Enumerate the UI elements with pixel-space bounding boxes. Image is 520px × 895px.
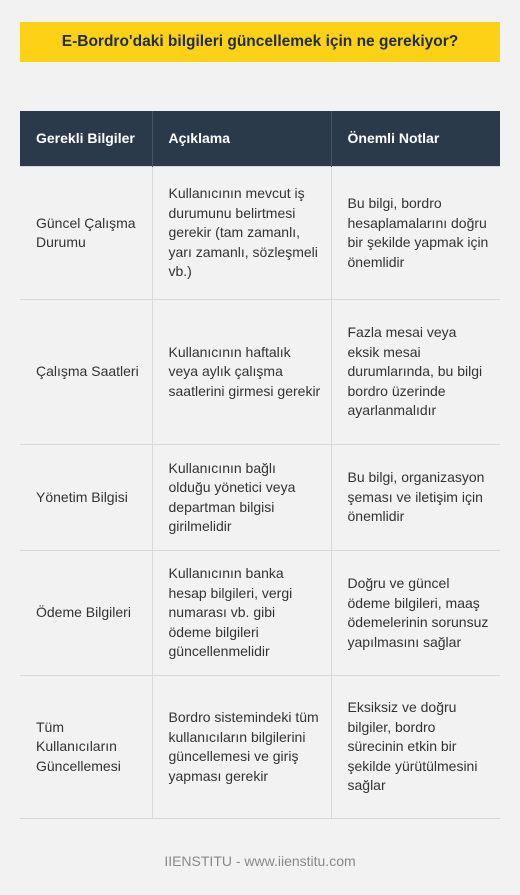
table-cell-notes: Eksiksiz ve doğru bilgiler, bordro sürecinin etkin bir şekilde yürütülmesini sağlar [331, 676, 500, 819]
info-table-container [20, 111, 500, 819]
table-row [20, 167, 500, 300]
table-cell-description: Kullanıcının banka hesap bilgileri, vergi numarası vb. gibi ödeme bilgileri güncellenmelidir [152, 551, 331, 676]
title-banner [20, 22, 500, 62]
table-cell-required-info: Tüm Kullanıcıların Güncellemesi [20, 676, 152, 819]
table-cell-notes: Bu bilgi, organizasyon şeması ve iletişim için önemlidir [331, 445, 500, 551]
table-cell-notes: Fazla mesai veya eksik mesai durumlarında, bu bilgi bordro üzerinde ayarlanmalıdır [331, 300, 500, 445]
table-cell-required-info: Çalışma Saatleri [20, 300, 152, 445]
table-cell-required-info: Ödeme Bilgileri [20, 551, 152, 676]
table-cell-description: Kullanıcının mevcut iş durumunu belirtmesi gerekir (tam zamanlı, yarı zamanlı, sözleşmeli vb.) [152, 167, 331, 300]
column-header-important-notes: Önemli Notlar [331, 111, 500, 167]
table-cell-required-info: Güncel Çalışma Durumu [20, 167, 152, 300]
column-header-required-info: Gerekli Bilgiler [20, 111, 152, 167]
info-table [20, 111, 500, 819]
table-cell-description: Kullanıcının haftalık veya aylık çalışma saatlerini girmesi gerekir [152, 300, 331, 445]
footer-credit: IIENSTITU - www.iienstitu.com [164, 853, 356, 869]
table-row [20, 551, 500, 676]
table-row [20, 300, 500, 445]
page-title: E-Bordro'daki bilgileri güncellemek için ne gerekiyor? [61, 33, 459, 50]
table-row [20, 445, 500, 551]
table-cell-description: Bordro sistemindeki tüm kullanıcıların bilgilerini güncellemesi ve giriş yapması gerekir [152, 676, 331, 819]
column-header-description: Açıklama [152, 111, 331, 167]
table-cell-notes: Doğru ve güncel ödeme bilgileri, maaş ödemelerinin sorunsuz yapılmasını sağlar [331, 551, 500, 676]
table-cell-description: Kullanıcının bağlı olduğu yönetici veya departman bilgisi girilmelidir [152, 445, 331, 551]
table-row [20, 676, 500, 819]
table-header-row [20, 111, 500, 167]
table-cell-notes: Bu bilgi, bordro hesaplamalarını doğru bir şekilde yapmak için önemlidir [331, 167, 500, 300]
table-cell-required-info: Yönetim Bilgisi [20, 445, 152, 551]
